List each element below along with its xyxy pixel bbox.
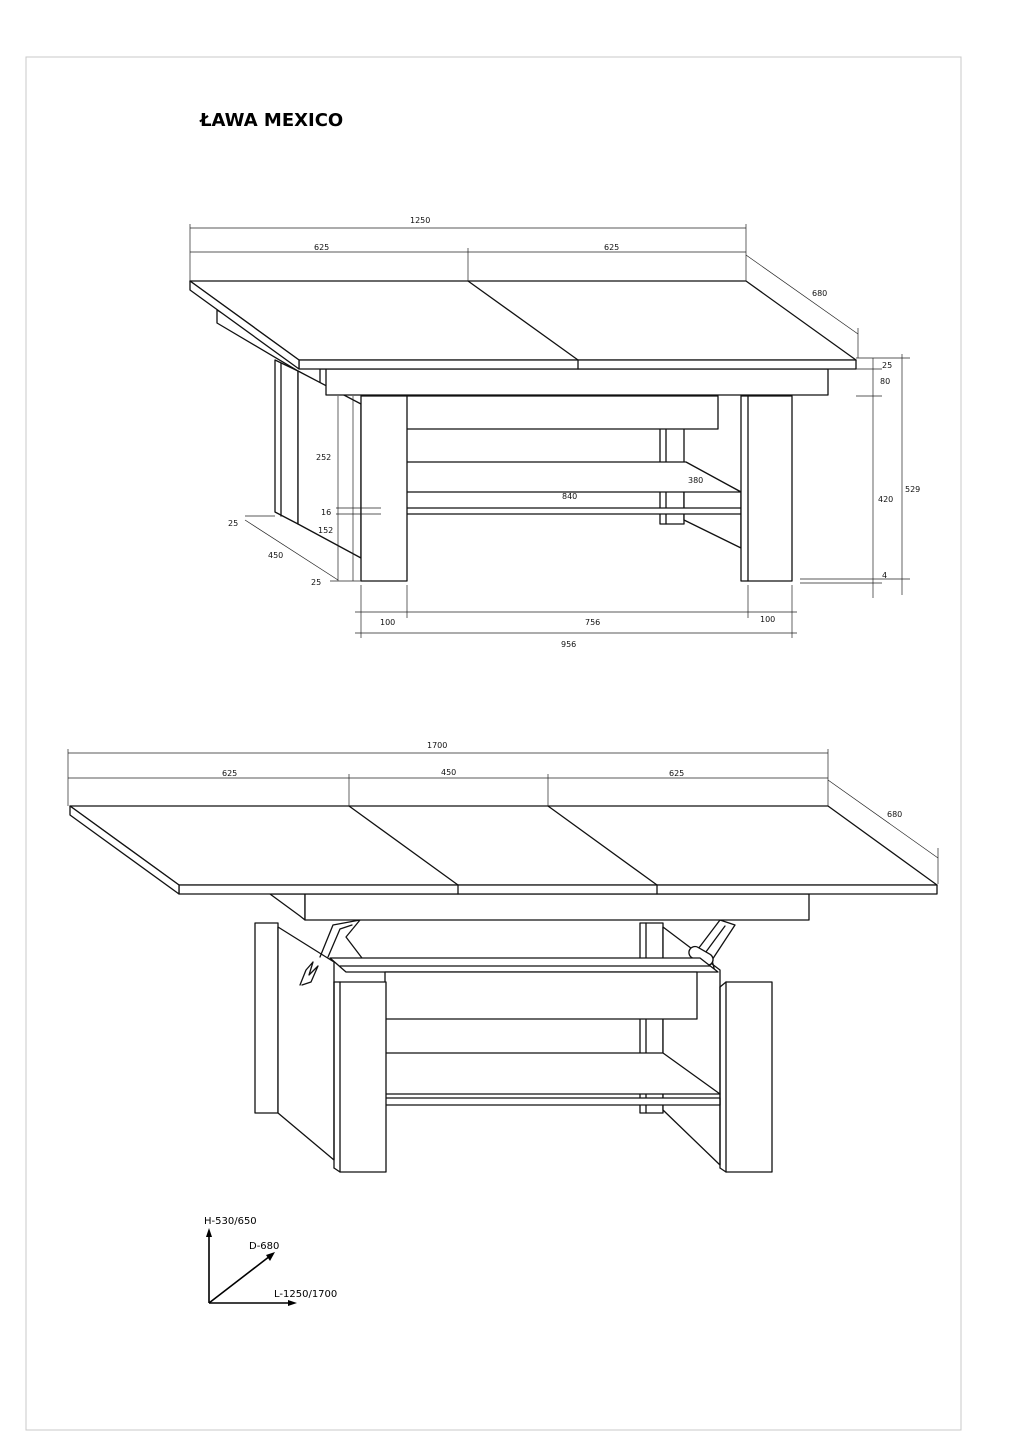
shelf-edge bbox=[406, 508, 741, 514]
dim-total-height: 529 bbox=[905, 485, 921, 494]
front-left-leg-open bbox=[340, 982, 386, 1172]
dim-base-length: 956 bbox=[561, 640, 577, 649]
length-axis-label: L-1250/1700 bbox=[274, 1289, 338, 1300]
depth-arrow-icon bbox=[266, 1252, 275, 1261]
dim-upper-opening: 252 bbox=[316, 453, 332, 462]
height-arrow-icon bbox=[206, 1228, 212, 1237]
dim-floor-gap: 4 bbox=[882, 571, 888, 580]
dim-total-length: 1250 bbox=[410, 216, 431, 225]
drawer-front-open bbox=[385, 972, 697, 1019]
dim-shelf-length: 840 bbox=[562, 492, 578, 501]
height-axis-label: H-530/650 bbox=[204, 1216, 257, 1227]
depth-axis bbox=[209, 1256, 270, 1303]
dim-half-right: 625 bbox=[604, 243, 620, 252]
dim-leg-end-front: 25 bbox=[311, 578, 322, 587]
open-dim-depth: 680 bbox=[887, 810, 903, 819]
left-side-panel-open bbox=[278, 927, 334, 1160]
dim-top-thickness: 25 bbox=[882, 361, 893, 370]
depth-axis-label: D-680 bbox=[249, 1241, 280, 1252]
length-arrow-icon bbox=[288, 1300, 297, 1306]
apron bbox=[326, 369, 828, 395]
axis-legend bbox=[204, 1216, 337, 1306]
front-right-leg bbox=[741, 396, 792, 581]
dim-leg-depth: 450 bbox=[268, 551, 284, 560]
back-left-leg bbox=[275, 360, 298, 524]
sheet-border bbox=[26, 57, 961, 1430]
back-left-leg-open bbox=[255, 923, 278, 1113]
dim-leg-height: 420 bbox=[878, 495, 894, 504]
open-dim-left-leaf: 625 bbox=[222, 769, 238, 778]
open-tabletop-surface bbox=[70, 806, 937, 885]
lift-tray bbox=[330, 958, 718, 972]
apron-back-open bbox=[270, 894, 305, 920]
drawer-front bbox=[406, 396, 718, 429]
front-left-leg bbox=[361, 396, 407, 581]
lower-shelf-open bbox=[385, 1053, 720, 1094]
dim-apron-height: 80 bbox=[880, 377, 891, 386]
dim-lower-opening: 152 bbox=[318, 526, 334, 535]
open-dim-total-length: 1700 bbox=[427, 741, 448, 750]
dim-half-left: 625 bbox=[314, 243, 330, 252]
dim-depth: 680 bbox=[812, 289, 828, 298]
front-right-leg-open bbox=[726, 982, 772, 1172]
shelf-edge-open bbox=[385, 1098, 720, 1105]
dim-leg-width-right: 100 bbox=[760, 615, 776, 624]
dim-leg-width-left: 100 bbox=[380, 618, 396, 627]
apron-open bbox=[305, 894, 809, 920]
open-dim-right-leaf: 625 bbox=[669, 769, 685, 778]
dim-shelf-thickness: 16 bbox=[321, 508, 332, 517]
dim-leg-end-back: 25 bbox=[228, 519, 239, 528]
drawing-title: ŁAWA MEXICO bbox=[200, 110, 344, 131]
lift-mechanism-left bbox=[320, 920, 365, 962]
dim-shelf-depth: 380 bbox=[688, 476, 704, 485]
closed-table-drawing bbox=[190, 216, 920, 649]
open-tabletop-front-edge bbox=[179, 885, 937, 894]
open-table-drawing bbox=[68, 741, 938, 1172]
open-dim-middle-leaf: 450 bbox=[441, 768, 457, 777]
dim-between-legs: 756 bbox=[585, 618, 601, 627]
